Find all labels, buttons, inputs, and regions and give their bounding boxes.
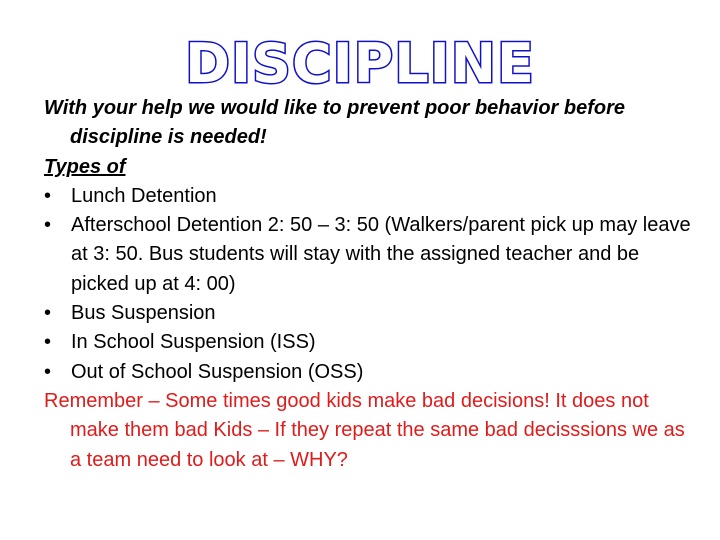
list-item [44, 182, 694, 211]
discipline-types-list [44, 182, 694, 387]
list-item [44, 299, 694, 328]
slide-body [44, 94, 694, 475]
intro-text: With your help we would like to prevent poor behavior before discipline is needed! [44, 97, 625, 149]
list-item-text: Bus Suspension [71, 302, 216, 325]
bullet-icon: • [44, 331, 52, 354]
bullet-icon: • [44, 360, 52, 383]
list-item-text: Out of School Suspension (OSS) [71, 360, 364, 383]
remember-text: Remember – Some times good kids make bad decisions! It does not make them bad Kids – If they repeat the same bad decisssions we as a team need to look at – WHY? [44, 389, 685, 471]
list-item [44, 328, 694, 357]
bullet-icon: • [44, 184, 52, 207]
list-item-text: In School Suspension (ISS) [71, 331, 316, 354]
types-heading: Types of [44, 155, 126, 178]
list-item [44, 211, 694, 299]
bullet-icon: • [44, 302, 52, 325]
list-item-text: Lunch Detention [71, 184, 217, 207]
slide-title: DISCIPLINE [185, 32, 535, 95]
bullet-icon: • [44, 214, 52, 237]
list-item-text: Afterschool Detention 2: 50 – 3: 50 (Walkers/parent pick up may leave at 3: 50. Bus students will stay with the assigned teacher and be picked up at 4: 00) [71, 214, 691, 295]
list-item [44, 358, 694, 387]
